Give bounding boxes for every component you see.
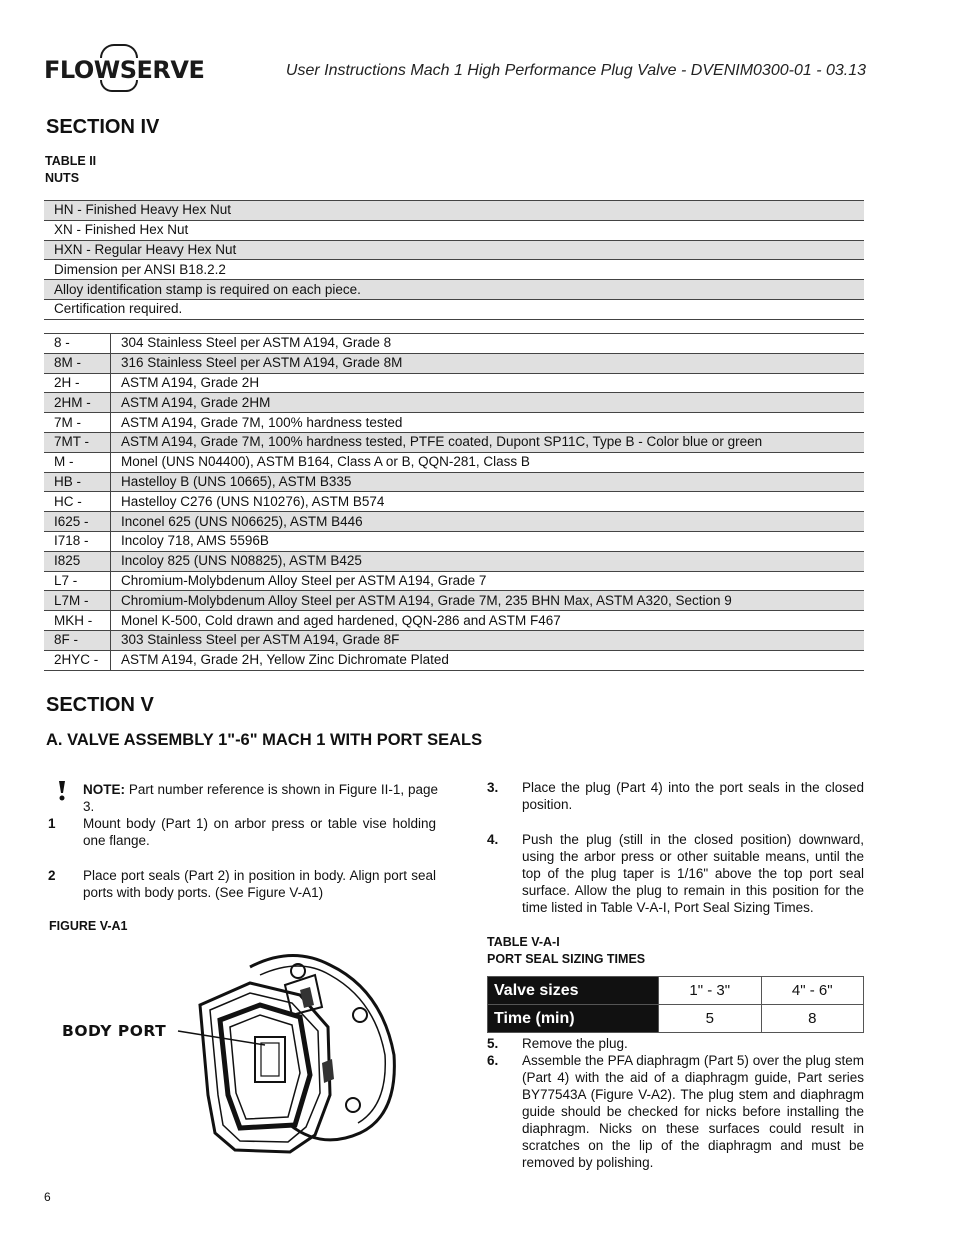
time-large: 8: [761, 1005, 864, 1033]
table-row: [44, 432, 864, 452]
material-description: ASTM A194, Grade 7M, 100% hardness tested: [111, 413, 865, 433]
table-row: [44, 373, 864, 393]
table-row: [44, 393, 864, 413]
time-small: 5: [659, 1005, 762, 1033]
port-seal-sizing-table: [487, 976, 864, 1033]
material-code: HC -: [44, 492, 111, 512]
nut-type-cell: HN - Finished Heavy Hex Nut: [44, 201, 864, 221]
table-row: [44, 240, 864, 260]
material-description: Incoloy 718, AMS 5596B: [111, 531, 865, 551]
material-code: L7M -: [44, 591, 111, 611]
table-row: [44, 650, 864, 670]
material-code: HB -: [44, 472, 111, 492]
size-range-large: 4" - 6": [761, 977, 864, 1005]
step-2-number: 2: [48, 868, 56, 883]
material-description: ASTM A194, Grade 2H: [111, 373, 865, 393]
nut-type-cell: Certification required.: [44, 299, 864, 319]
material-code: 2H -: [44, 373, 111, 393]
document-title: User Instructions Mach 1 High Performance Plug Valve - DVENIM0300-01 - 03.13: [285, 62, 866, 79]
material-code: I718 -: [44, 531, 111, 551]
step-5-number: 5.: [487, 1036, 499, 1051]
table-row: [44, 201, 864, 221]
nut-type-cell: HXN - Regular Heavy Hex Nut: [44, 240, 864, 260]
step-1-number: 1: [48, 816, 56, 831]
step-6-text: Assemble the PFA diaphragm (Part 5) over the plug stem (Part 4) with the aid of a diaphragm guide, Part series BY77543A (Figure V-A2). The plug stem and diaphragm guide should be checked for nicks before installing the diaphragm. Nicks on these surfaces could result in scratches on the lip of the diaphragm and must be removed by polishing.: [522, 1053, 864, 1170]
material-description: Inconel 625 (UNS N06625), ASTM B446: [111, 512, 865, 532]
step-6-number: 6.: [487, 1053, 499, 1068]
step-5-text: Remove the plug.: [522, 1036, 628, 1051]
table-row: [44, 512, 864, 532]
valve-body-figure: [60, 945, 400, 1160]
step-2-text: Place port seals (Part 2) in position in body. Align port seal ports with body ports. (See Figure V-A1): [83, 868, 436, 900]
material-description: Chromium-Molybdenum Alloy Steel per ASTM A194, Grade 7M, 235 BHN Max, ASTM A320, Section 9: [111, 591, 865, 611]
table-row: [44, 452, 864, 472]
table-row: [44, 220, 864, 240]
material-code: 8M -: [44, 353, 111, 373]
table-row: [44, 260, 864, 280]
size-range-small: 1" - 3": [659, 977, 762, 1005]
section-v-heading: SECTION V: [46, 694, 154, 716]
note: [83, 781, 438, 815]
step-4-number: 4.: [487, 832, 499, 847]
table-row: [44, 299, 864, 319]
table-row: [44, 413, 864, 433]
material-code: 8F -: [44, 630, 111, 650]
material-description: Hastelloy C276 (UNS N10276), ASTM B574: [111, 492, 865, 512]
logo-arc-bottom: [100, 80, 138, 92]
figure-v-a1-label: FIGURE V-A1: [49, 919, 128, 933]
nut-types-table: [44, 200, 864, 320]
valve-assembly-subheading: A. VALVE ASSEMBLY 1"-6" MACH 1 WITH PORT SEALS: [46, 731, 483, 749]
materials-table: [44, 333, 864, 671]
note-text: Part number reference is shown in Figure II-1, page 3.: [83, 782, 438, 814]
material-description: 304 Stainless Steel per ASTM A194, Grade 8: [111, 334, 865, 354]
table-v-a-i-label: [487, 934, 645, 968]
step-3-text: Place the plug (Part 4) into the port seals in the closed position.: [522, 780, 864, 812]
table-row: [488, 1005, 864, 1033]
material-code: M -: [44, 452, 111, 472]
table-name: PORT SEAL SIZING TIMES: [487, 952, 646, 966]
table-row: [44, 531, 864, 551]
valve-sizes-header: Valve sizes: [488, 977, 659, 1005]
material-description: ASTM A194, Grade 2HM: [111, 393, 865, 413]
body-port-callout: BODY PORT: [62, 1022, 167, 1040]
table-label: TABLE II: [45, 154, 97, 168]
material-code: L7 -: [44, 571, 111, 591]
time-header: Time (min): [488, 1005, 659, 1033]
table-row: [44, 630, 864, 650]
material-description: Monel (UNS N04400), ASTM B164, Class A or B, QQN-281, Class B: [111, 452, 865, 472]
section-iv-heading: SECTION IV: [46, 116, 160, 138]
table-label: TABLE V-A-I: [487, 935, 560, 949]
page-number: 6: [44, 1190, 51, 1204]
material-description: Monel K-500, Cold drawn and aged hardened, QQN-286 and ASTM F467: [111, 611, 865, 631]
table-row: [44, 571, 864, 591]
material-code: 7MT -: [44, 432, 111, 452]
material-description: ASTM A194, Grade 2H, Yellow Zinc Dichromate Plated: [111, 650, 865, 670]
material-code: I625 -: [44, 512, 111, 532]
note-icon: [58, 780, 66, 800]
material-description: ASTM A194, Grade 7M, 100% hardness tested, PTFE coated, Dupont SP11C, Type B - Color blue or green: [111, 432, 865, 452]
material-code: 2HYC -: [44, 650, 111, 670]
table-row: [44, 551, 864, 571]
table-row: [44, 280, 864, 300]
nut-type-cell: Alloy identification stamp is required on each piece.: [44, 280, 864, 300]
step-3-number: 3.: [487, 780, 499, 795]
flowserve-logo: FLOWSERVE: [44, 56, 205, 84]
table-ii-label: [45, 153, 96, 187]
material-code: I825: [44, 551, 111, 571]
material-description: 303 Stainless Steel per ASTM A194, Grade 8F: [111, 630, 865, 650]
table-row: [44, 472, 864, 492]
table-row: [44, 591, 864, 611]
material-description: Chromium-Molybdenum Alloy Steel per ASTM A194, Grade 7: [111, 571, 865, 591]
table-row: [44, 492, 864, 512]
table-row: [44, 334, 864, 354]
material-description: 316 Stainless Steel per ASTM A194, Grade 8M: [111, 353, 865, 373]
material-description: Incoloy 825 (UNS N08825), ASTM B425: [111, 551, 865, 571]
step-1-text: Mount body (Part 1) on arbor press or table vise holding one flange.: [83, 816, 436, 848]
note-label: NOTE:: [83, 782, 125, 797]
material-code: 2HM -: [44, 393, 111, 413]
table-name: NUTS: [45, 171, 80, 185]
step-4-text: Push the plug (still in the closed position) downward, using the arbor press or other suitable means, until the top of the plug taper is 1/16" above the top port seal surface. Allow the plug to remain in this position for the time listed in Table V-A-I, Port Seal Sizing Times.: [522, 832, 864, 915]
table-row: [488, 977, 864, 1005]
material-code: MKH -: [44, 611, 111, 631]
nut-type-cell: XN - Finished Hex Nut: [44, 220, 864, 240]
material-description: Hastelloy B (UNS 10665), ASTM B335: [111, 472, 865, 492]
table-row: [44, 611, 864, 631]
material-code: 8 -: [44, 334, 111, 354]
table-row: [44, 353, 864, 373]
material-code: 7M -: [44, 413, 111, 433]
nut-type-cell: Dimension per ANSI B18.2.2: [44, 260, 864, 280]
